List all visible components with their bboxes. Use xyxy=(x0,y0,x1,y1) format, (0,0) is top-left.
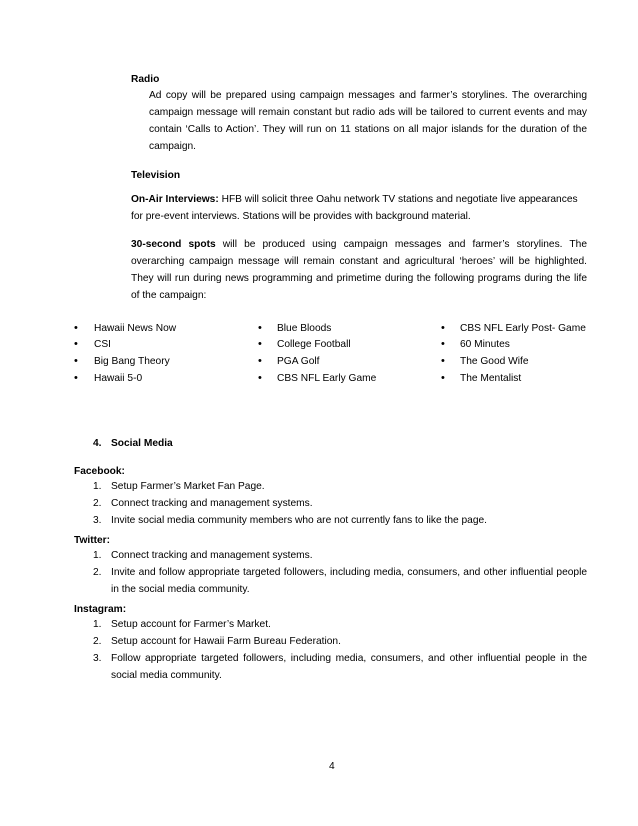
list-item: 1. Connect tracking and management systems. xyxy=(93,550,313,561)
bullet-icon: • xyxy=(74,338,78,350)
bullet-icon: • xyxy=(441,322,445,334)
radio-paragraph: Ad copy will be prepared using campaign messages and farmer’s storylines. The overarching campaign message will remain constant but radio ads will be tailored to current events and may contain ‘Calls to Action’. They will run on 11 stations on all major islands for the duration of the campaign. xyxy=(149,90,587,152)
bullet-icon: • xyxy=(74,355,78,367)
twitter-label: Twitter: xyxy=(74,535,111,546)
onair-text: HFB will solicit three Oahu network TV stations and negotiate live appearances for pre-event interviews. Stations will be provides with background material. xyxy=(131,194,578,222)
bullet-icon: • xyxy=(441,372,445,384)
instagram-label: Instagram: xyxy=(74,604,127,615)
social-heading xyxy=(93,438,173,449)
page-number: 4 xyxy=(329,761,335,772)
onair-paragraph xyxy=(131,191,587,225)
spots-text: will be produced using campaign messages and farmer’s storylines. The overarching campaign message will remain constant and agricultural ‘heroes’ will be highlighted. They will run during news programming and primetime during the following programs during the life of the campaign: xyxy=(131,239,587,301)
bullet-icon: • xyxy=(74,372,78,384)
list-item: 3. Follow appropriate targeted followers, including media, consumers, and other influential people in the social media community. xyxy=(93,653,587,681)
instagram-list xyxy=(93,616,587,684)
bullet-icon: • xyxy=(441,355,445,367)
bullet-icon: • xyxy=(258,355,262,367)
list-item: 2. Connect tracking and management systems. xyxy=(93,498,313,509)
television-heading: Television xyxy=(131,170,181,181)
list-item: 2. Setup account for Hawaii Farm Bureau Federation. xyxy=(93,636,341,647)
list-item: 1. Setup account for Farmer’s Market. xyxy=(93,619,271,630)
list-item: 3. Invite social media community members who are not currently fans to like the page. xyxy=(93,515,487,526)
section-number: 4. xyxy=(93,438,102,449)
spots-label: 30-second spots xyxy=(131,239,216,250)
spots-paragraph xyxy=(131,236,587,304)
list-item: 1. Setup Farmer’s Market Fan Page. xyxy=(93,481,265,492)
list-item: 2. Invite and follow appropriate targeted followers, including media, consumers, and other influential people in the social media community. xyxy=(93,567,587,595)
bullet-icon: • xyxy=(74,322,78,334)
facebook-list xyxy=(93,478,593,529)
bullet-icon: • xyxy=(258,322,262,334)
twitter-list xyxy=(93,547,587,598)
bullet-icon: • xyxy=(258,338,262,350)
bullet-icon: • xyxy=(441,338,445,350)
onair-label: On-Air Interviews: xyxy=(131,194,219,205)
section-title: Social Media xyxy=(111,438,173,449)
facebook-label: Facebook: xyxy=(74,466,125,477)
radio-heading: Radio xyxy=(131,74,160,85)
bullet-icon: • xyxy=(258,372,262,384)
